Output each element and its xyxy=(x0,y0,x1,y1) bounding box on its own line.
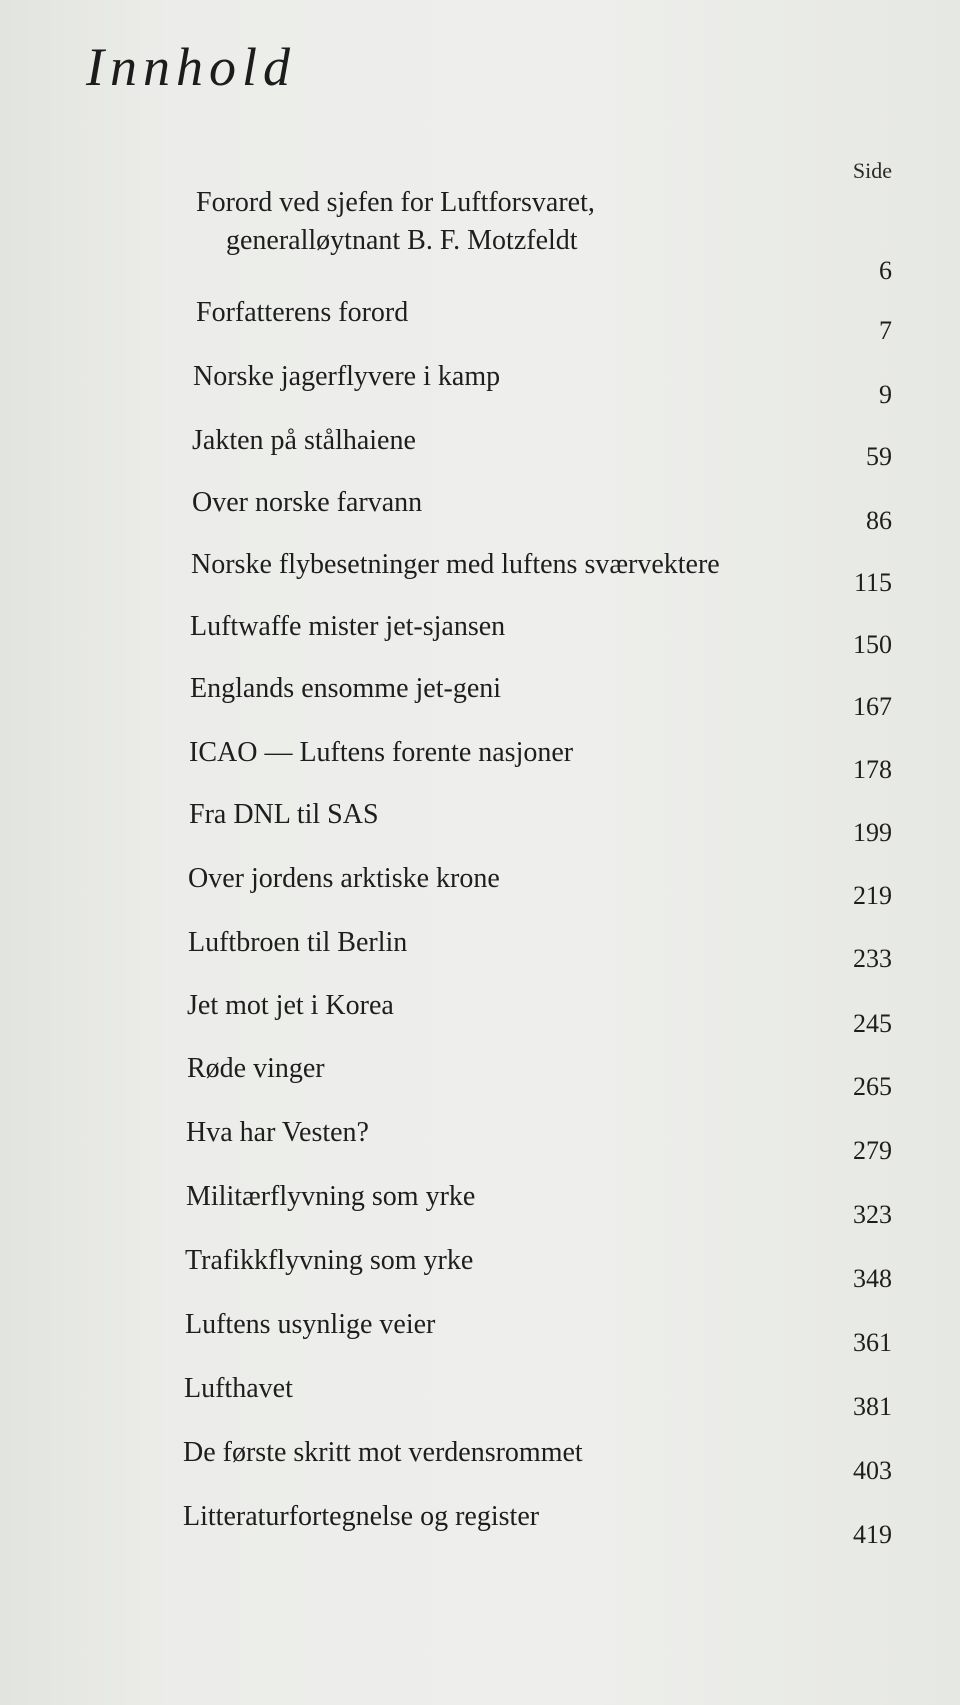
toc-entry-page: 199 xyxy=(853,818,892,847)
toc-entry-title: Over jordens arktiske krone xyxy=(188,863,500,894)
toc-entry-title: ICAO — Luftens forente nasjoner xyxy=(189,737,574,768)
toc-entry-title: De første skritt mot verdensrommet xyxy=(183,1437,583,1468)
toc-entry-title: Englands ensomme jet-geni xyxy=(190,673,502,704)
toc-entry-page: 279 xyxy=(853,1136,892,1165)
toc-entry-page: 245 xyxy=(853,1009,892,1038)
toc-entry-title: Hva har Vesten? xyxy=(186,1117,369,1148)
toc-entry-page: 381 xyxy=(853,1392,892,1421)
toc-entry-title: Trafikkflyvning som yrke xyxy=(185,1245,474,1276)
toc-entry-title: Norske flybesetninger med luftens sværvektere xyxy=(191,549,720,580)
toc-entry-title: Jakten på stålhaiene xyxy=(192,425,416,456)
toc-entry-page: 233 xyxy=(853,944,892,973)
toc-entry-page: 6 xyxy=(879,256,892,285)
toc-entry-title: Militærflyvning som yrke xyxy=(186,1181,476,1212)
toc-entry-page: 115 xyxy=(853,568,892,597)
toc-entry-title: Fra DNL til SAS xyxy=(189,799,379,830)
toc-entry-page: 150 xyxy=(853,630,892,659)
page-title: Innhold xyxy=(86,37,296,97)
toc-entry-title: Litteraturfortegnelse og register xyxy=(183,1501,540,1532)
toc-entry-title: Luftwaffe mister jet-sjansen xyxy=(190,611,506,642)
toc-entry-title: Luftbroen til Berlin xyxy=(188,927,408,958)
toc-entry-title: Forord ved sjefen for Luftforsvaret, xyxy=(196,187,595,218)
toc-entry-title-continued: generalløytnant B. F. Motzfeldt xyxy=(226,225,578,256)
toc-entry-page: 86 xyxy=(866,506,892,535)
toc-entry-title: Røde vinger xyxy=(187,1053,325,1084)
toc-entry-title: Over norske farvann xyxy=(192,487,423,518)
toc-entry-page: 219 xyxy=(853,881,892,910)
toc-entry-page: 348 xyxy=(853,1264,892,1293)
toc-entry-title: Luftens usynlige veier xyxy=(185,1309,436,1340)
toc-entry-title: Lufthavet xyxy=(184,1373,293,1404)
toc-entry-title: Jet mot jet i Korea xyxy=(187,990,394,1021)
page-column-label: Side xyxy=(852,158,892,183)
toc-entry-title: Forfatterens forord xyxy=(196,297,409,328)
toc-entry-page: 7 xyxy=(879,316,892,345)
toc-entry-page: 419 xyxy=(853,1520,892,1549)
toc-entry-page: 178 xyxy=(853,755,892,784)
toc-entry-page: 361 xyxy=(853,1328,892,1357)
toc-entry-page: 59 xyxy=(866,442,892,471)
toc-entry-page: 403 xyxy=(853,1456,892,1485)
toc-entry-page: 167 xyxy=(853,692,892,721)
toc-entry-page: 323 xyxy=(853,1200,892,1229)
toc-entry-title: Norske jagerflyvere i kamp xyxy=(193,361,501,392)
toc-entry-page: 9 xyxy=(879,380,892,409)
toc-entry-page: 265 xyxy=(853,1072,892,1101)
